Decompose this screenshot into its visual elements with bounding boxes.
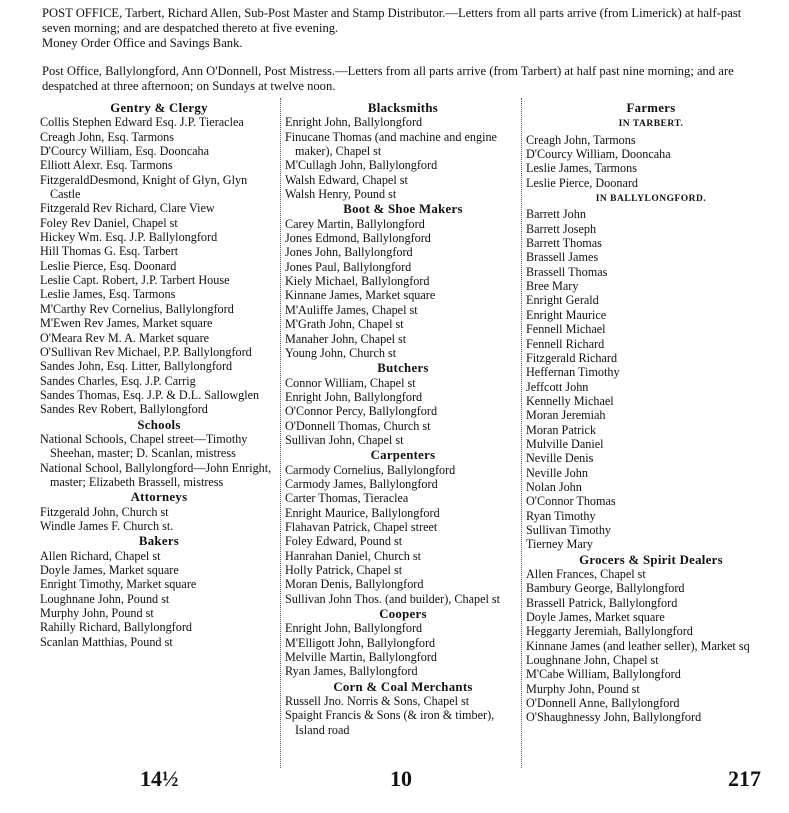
directory-entry: Heggarty Jeremiah, Ballylongford (526, 624, 693, 639)
directory-entry: Mulville Daniel (526, 436, 604, 451)
directory-entry: Ryan Timothy (526, 508, 596, 523)
directory-entry: Leslie Pierce, Doonard (526, 175, 639, 190)
directory-entry: Manaher John, Chapel st (285, 331, 407, 346)
directory-entry: Neville John (526, 465, 588, 480)
directory-entry: Sullivan John Thos. (and builder), Chapel st (285, 591, 501, 606)
directory-entry: Moran Patrick (526, 422, 597, 437)
directory-entry: Kinnane James, Market square (285, 288, 436, 303)
signature-mark-left: 14½ (140, 766, 179, 791)
directory-entry: Carmody James, Ballylongford (285, 476, 438, 491)
directory-entry: Murphy John, Pound st (526, 681, 640, 696)
directory-entry: Hill Thomas G. Esq. Tarbert (40, 244, 179, 259)
directory-entry: National School, Ballylongford—John Enright, master; Elizabeth Brassell, mistress (40, 460, 272, 489)
column-middle (285, 100, 521, 737)
subsection-heading: IN TARBERT. (618, 119, 684, 130)
directory-entry: M'Carthy Rev Cornelius, Ballylongford (40, 301, 234, 316)
section-heading: Bakers (138, 534, 180, 549)
directory-entry: D'Courcy William, Dooncaha (526, 147, 671, 162)
directory-entry: Walsh Henry, Pound st (285, 187, 397, 202)
directory-entry: Walsh Edward, Chapel st (285, 172, 408, 187)
directory-entry: Kiely Michael, Ballylongford (285, 274, 430, 289)
directory-entry: O'Meara Rev M. A. Market square (40, 330, 210, 345)
directory-entry: Ryan James, Ballylongford (285, 664, 418, 679)
directory-entry: Fennell Michael (526, 322, 606, 337)
money-order-note: Money Order Office and Savings Bank. (42, 36, 243, 50)
directory-entry: Bambury George, Ballylongford (526, 581, 685, 596)
directory-entry: Holly Patrick, Chapel st (285, 563, 403, 577)
column-right (526, 100, 776, 725)
directory-entry: Enright John, Ballylongford (285, 389, 423, 404)
directory-entry: D'Courcy William, Esq. Dooncaha (40, 144, 210, 159)
column-divider (280, 98, 281, 768)
directory-entry: Barrett John (526, 207, 586, 222)
directory-entry: Scanlan Matthias, Pound st (40, 634, 173, 649)
section-heading: Blacksmiths (367, 101, 439, 115)
directory-entry: Kennelly Michael (526, 393, 614, 408)
directory-entry: Loughnane John, Chapel st (526, 653, 659, 668)
directory-entry: National Schools, Chapel street—Timothy Sheehan, master; D. Scanlan, mistress (40, 431, 248, 461)
ballylongford-post-office-notice: Post Office, Ballylongford, Ann O'Donnell, Post Mistress.—Letters from all parts arrive (from Tarbert) at half past nine morning; and are despatched at three afternoon; on Sundays at twelve noon. (42, 64, 734, 93)
directory-entry: Fitzgerald Richard (526, 350, 618, 365)
directory-entry: Windle James F. Church st. (40, 518, 174, 533)
directory-entry: Foley Rev Daniel, Chapel st (40, 215, 178, 230)
directory-entry: Enright Gerald (526, 293, 599, 308)
directory-entry: O'Connor Percy, Ballylongford (285, 404, 438, 419)
directory-entry: Heffernan Timothy (526, 365, 620, 380)
directory-entry: Moran Jeremiah (526, 408, 606, 423)
directory-entry: Carey Martin, Ballylongford (285, 216, 425, 231)
section-heading: Corn & Coal Merchants (333, 679, 473, 694)
directory-entry: Sullivan Timothy (526, 522, 612, 537)
directory-entry: Jones Paul, Ballylongford (285, 259, 412, 274)
tarbert-post-office-notice: POST OFFICE, Tarbert, Richard Allen, Sub-Post Master and Stamp Distributor.—Letters from all parts arrive (from Limerick) at half-past seven morning; and are despatched thereto at five evening. (42, 6, 742, 35)
directory-entry: Leslie Pierce, Esq. Doonard (40, 258, 177, 273)
column-divider (521, 98, 522, 768)
directory-entry: Allen Frances, Chapel st (526, 567, 646, 581)
section-heading: Boot & Shoe Makers (343, 202, 463, 217)
directory-entry: Russell Jno. Norris & Sons, Chapel st (285, 694, 470, 709)
directory-entry: FitzgeraldDesmond, Knight of Glyn, Glyn Castle (40, 172, 248, 202)
directory-entry: Young John, Church st (285, 345, 397, 360)
directory-entry: Leslie Capt. Robert, J.P. Tarbert House (40, 273, 230, 288)
directory-entry: Sandes Charles, Esq. J.P. Carrig (40, 373, 196, 388)
directory-entry: Allen Richard, Chapel st (40, 548, 161, 563)
directory-entry: Jones John, Ballylongford (285, 245, 413, 260)
directory-entry: Brassell Patrick, Ballylongford (526, 595, 678, 610)
section-heading: Gentry & Clergy (110, 101, 208, 115)
directory-entry: Enright Timothy, Market square (40, 577, 197, 592)
directory-entry: O'Donnell Anne, Ballylongford (526, 696, 680, 711)
directory-entry: Melville Martin, Ballylongford (285, 650, 437, 665)
column-left (40, 100, 278, 649)
section-heading: Butchers (377, 361, 429, 376)
directory-entry: M'Auliffe James, Chapel st (285, 302, 418, 317)
directory-entry: Sandes Thomas, Esq. J.P. & D.L. Sallowglen (40, 387, 260, 402)
page-number-center: 10 (390, 766, 412, 791)
directory-entry: Hickey Wm. Esq. J.P. Ballylongford (40, 230, 218, 245)
directory-entry: O'Connor Thomas (526, 494, 616, 509)
directory-entry: Fitzgerald John, Church st (40, 504, 169, 519)
directory-entry: Spaight Francis & Sons (& iron & timber), Island road (285, 708, 495, 737)
directory-entry: Nolan John (526, 479, 582, 494)
directory-entry: Creagh John, Tarmons (526, 132, 636, 147)
directory-entry: Fitzgerald Rev Richard, Clare View (40, 201, 215, 216)
directory-entry: Neville Denis (526, 451, 594, 466)
directory-entry: Sandes John, Esq. Litter, Ballylongford (40, 359, 233, 374)
directory-entry: Rahilly Richard, Ballylongford (40, 620, 192, 635)
directory-entry: Enright Maurice (526, 307, 607, 322)
directory-entry: Jeffcott John (526, 379, 589, 394)
directory-entry: Flahavan Patrick, Chapel street (285, 519, 438, 534)
section-heading: Carpenters (370, 448, 436, 463)
directory-entry: Leslie James, Tarmons (526, 161, 637, 176)
section-heading: Farmers (626, 101, 676, 115)
directory-entry: Leslie James, Esq. Tarmons (40, 287, 176, 302)
directory-entry: Barrett Thomas (526, 236, 602, 251)
section-heading: Grocers & Spirit Dealers (579, 552, 723, 567)
section-heading: Attorneys (130, 490, 188, 505)
directory-entry: Barrett Joseph (526, 221, 597, 236)
directory-entry: Tierney Mary (526, 537, 593, 552)
directory-entry: Sandes Rev Robert, Ballylongford (40, 402, 208, 417)
directory-entry: Creagh John, Esq. Tarmons (40, 129, 174, 144)
directory-entry: Enright Maurice, Ballylongford (285, 505, 440, 520)
directory-entry: Moran Denis, Ballylongford (285, 577, 424, 592)
directory-entry: Carmody Cornelius, Ballylongford (285, 462, 456, 477)
section-heading: Schools (137, 417, 181, 432)
directory-entry: Doyle James, Market square (40, 563, 179, 577)
directory-entry: Bree Mary (526, 279, 579, 294)
directory-entry: Foley Edward, Pound st (285, 534, 403, 549)
directory-entry: Murphy John, Pound st (40, 606, 154, 621)
directory-entry: Loughnane John, Pound st (40, 591, 170, 606)
directory-entry: O'Shaughnessy John, Ballylongford (526, 710, 702, 725)
page-number-right: 217 (728, 766, 761, 791)
subsection-heading: IN BALLYLONGFORD. (595, 194, 707, 205)
directory-entry: Brassell James (526, 250, 599, 265)
directory-entry: O'Donnell Thomas, Church st (285, 418, 431, 433)
directory-entry: O'Sullivan Rev Michael, P.P. Ballylongford (40, 344, 252, 359)
directory-entry: M'Cullagh John, Ballylongford (285, 158, 438, 173)
directory-entry: Enright John, Ballylongford (285, 115, 423, 130)
directory-entry: M'Grath John, Chapel st (285, 317, 404, 332)
directory-entry: M'Ewen Rev James, Market square (40, 316, 213, 331)
section-heading: Coopers (379, 607, 427, 622)
directory-entry: Brassell Thomas (526, 264, 608, 279)
directory-entry: Connor William, Chapel st (285, 375, 416, 390)
directory-entry: Enright John, Ballylongford (285, 621, 423, 636)
directory-entry: Hanrahan Daniel, Church st (285, 548, 422, 563)
directory-entry: Finucane Thomas (and machine and engine maker), Chapel st (285, 129, 497, 159)
directory-entry: M'Elligott John, Ballylongford (285, 635, 436, 650)
directory-entry: Jones Edmond, Ballylongford (285, 231, 431, 246)
directory-entry: M'Cabe William, Ballylongford (526, 667, 681, 682)
directory-entry: Kinnane James (and leather seller), Market sq (526, 638, 750, 653)
directory-entry: Fennell Richard (526, 336, 605, 351)
directory-entry: Carter Thomas, Tieraclea (285, 491, 409, 506)
directory-entry: Collis Stephen Edward Esq. J.P. Tieraclea (40, 115, 244, 130)
directory-entry: Sullivan John, Chapel st (285, 432, 404, 447)
directory-entry: Elliott Alexr. Esq. Tarmons (40, 158, 173, 173)
directory-entry: Doyle James, Market square (526, 610, 665, 625)
